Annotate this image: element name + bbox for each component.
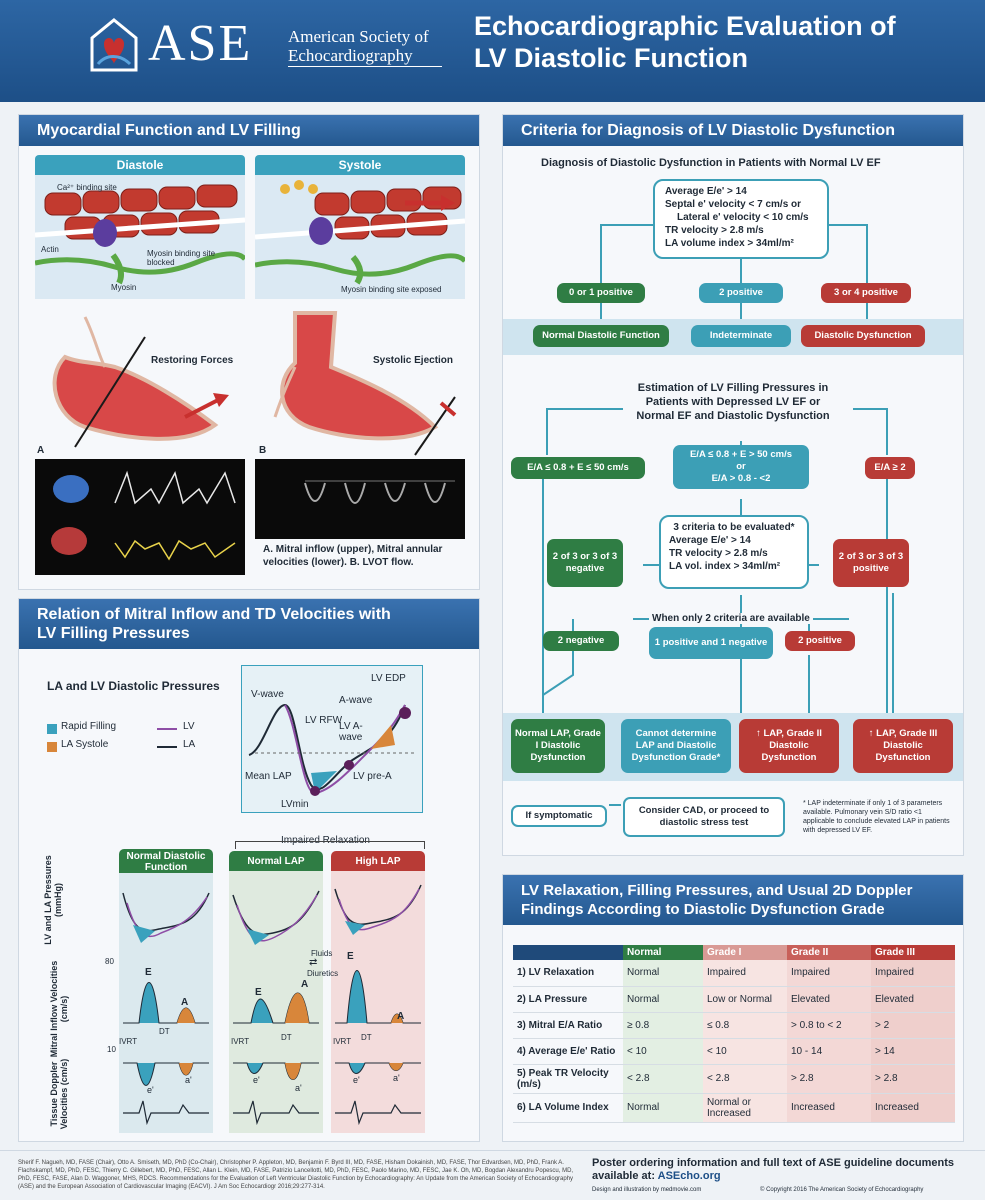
poster-title-line-1: Echocardiographic Evaluation of	[474, 11, 896, 41]
cell-grade3: > 2.8	[871, 1064, 955, 1093]
one-positive-one-negative: 1 positive and 1 negative	[649, 627, 773, 659]
fluids-arrow: ⇄	[309, 957, 318, 968]
outcome-grade-3: ↑ LAP, Grade III Diastolic Dysfunction	[853, 719, 953, 773]
criterion-2b: Lateral e' velocity < 10 cm/s	[677, 212, 809, 223]
panel-grades	[502, 874, 964, 1142]
myosin-blocked-label: Myosin binding site blocked	[147, 249, 216, 267]
row-label: 1) LV Relaxation	[513, 960, 623, 986]
y-axis-mitral: Mitral Inflow Velocities (cm/s)	[49, 960, 69, 1058]
a-prime-normal: a'	[185, 1075, 192, 1085]
panel-title-mitral-line-1: Relation of Mitral Inflow and TD Velocities with	[37, 606, 391, 623]
criteria-sub2	[613, 381, 853, 423]
cell-grade1: < 2.8	[703, 1064, 787, 1093]
a-label-normal: A	[181, 997, 189, 1008]
table-row	[513, 1064, 955, 1093]
footer-design-credit: Design and illustration by medmovie.com	[592, 1187, 702, 1193]
col-normallap-title: Normal LAP	[229, 851, 323, 871]
three-criteria-box	[659, 515, 809, 589]
cell-grade2: Elevated	[787, 986, 871, 1012]
normal-diastolic-function: Normal Diastolic Function	[533, 325, 669, 347]
panel-title-grades	[503, 875, 963, 925]
cell-grade3: Increased	[871, 1093, 955, 1122]
ea-mid-line-1: E/A ≤ 0.8 + E > 50 cm/s	[689, 449, 793, 460]
legend-lv-line	[157, 728, 177, 730]
grade-header-grade1: Grade I	[703, 945, 787, 960]
cell-grade2: Increased	[787, 1093, 871, 1122]
zero-or-one-positive: 0 or 1 positive	[557, 283, 645, 303]
ea-high-node: E/A ≥ 2	[865, 457, 915, 479]
wave-column-normal	[119, 873, 213, 1133]
org-line-2: Echocardiography	[288, 46, 413, 65]
tick-80: 80	[105, 957, 114, 966]
a-label-normallap: A	[301, 979, 309, 990]
poster-footer	[0, 1150, 985, 1200]
ase-logo-text: ASE	[148, 15, 253, 72]
col-normal-title: Normal Diastolic Function	[119, 849, 213, 873]
lv-awave-label: LV A-wave	[339, 721, 363, 743]
panel-title-grades-line-2: Findings According to Diastolic Dysfunction Grade	[521, 901, 885, 918]
cell-grade3: > 2	[871, 1012, 955, 1038]
ase-heart-logo-icon	[86, 14, 142, 76]
cell-grade1: ≤ 0.8	[703, 1012, 787, 1038]
ea-low-node: E/A ≤ 0.8 + E ≤ 50 cm/s	[511, 457, 645, 479]
doppler-image-a	[35, 459, 245, 575]
pressure-legend	[47, 721, 237, 759]
impaired-relaxation-label: Impaired Relaxation	[281, 835, 370, 846]
impaired-bracket	[235, 841, 425, 849]
myosin-label: Myosin	[111, 283, 137, 292]
dt-label: DT	[159, 1027, 170, 1036]
col-highlap-title: High LAP	[331, 851, 425, 871]
cell-grade1: Low or Normal	[703, 986, 787, 1012]
neg-two-of-three: 2 of 3 or 3 of 3 negative	[547, 539, 623, 587]
ivrt-label: IVRT	[119, 1037, 138, 1046]
row-label: 6) LA Volume Index	[513, 1093, 623, 1122]
three-or-four-positive: 3 or 4 positive	[821, 283, 911, 303]
cell-normal: < 2.8	[623, 1064, 703, 1093]
e-prime-normal: e'	[147, 1085, 154, 1095]
panel-myocardial-function	[18, 114, 480, 590]
ca-binding-site-label: Ca²⁺ binding site	[57, 183, 117, 192]
lvrfw-label: LV RFW	[305, 715, 343, 726]
criterion-2a: Septal e' velocity < 7 cm/s or	[665, 199, 802, 210]
cell-grade3: > 14	[871, 1038, 955, 1064]
row-label: 2) LA Pressure	[513, 986, 623, 1012]
systolic-ejection-label: Systolic Ejection	[373, 355, 454, 366]
cell-normal: ≥ 0.8	[623, 1012, 703, 1038]
cell-normal: Normal	[623, 1093, 703, 1122]
myosin-exposed-label: Myosin binding site exposed	[341, 285, 442, 294]
cell-grade2: > 2.8	[787, 1064, 871, 1093]
cell-grade2: 10 - 14	[787, 1038, 871, 1064]
lv-la-pressure-diagram	[241, 665, 423, 813]
footer-order-info	[592, 1157, 972, 1183]
two-negative: 2 negative	[543, 631, 619, 651]
consider-cad: Consider CAD, or proceed to diastolic stress test	[623, 797, 785, 837]
pressures-title: LA and LV Diastolic Pressures	[47, 679, 220, 693]
fluids-label: Fluids	[311, 949, 333, 958]
org-line-1: American Society of	[288, 27, 429, 46]
cell-grade1: < 10	[703, 1038, 787, 1064]
cell-grade3: Elevated	[871, 986, 955, 1012]
criteria-sub2-line-2: Patients with Depressed LV EF or	[645, 396, 821, 408]
panel-title-criteria: Criteria for Diagnosis of LV Diastolic Dysfunction	[503, 115, 963, 146]
row-label: 5) Peak TR Velocity (m/s)	[513, 1064, 623, 1093]
legend-lv: LV	[183, 721, 195, 732]
diastolic-dysfunction: Diastolic Dysfunction	[801, 325, 925, 347]
if-symptomatic: If symptomatic	[511, 805, 607, 827]
cell-grade1: Normal or Increased	[703, 1093, 787, 1122]
panel-title-myocardial: Myocardial Function and LV Filling	[19, 115, 479, 146]
cell-grade2: > 0.8 to < 2	[787, 1012, 871, 1038]
footer-order-line-2	[592, 1170, 972, 1183]
two-positive-b: 2 positive	[785, 631, 855, 651]
poster-title	[474, 10, 896, 74]
only-two-criteria: When only 2 criteria are available	[649, 613, 813, 624]
wave-column-highlap	[331, 873, 425, 1133]
outcome-grade-2: ↑ LAP, Grade II Diastolic Dysfunction	[739, 719, 839, 773]
y-axis-tissue: Tissue Doppler Velocities (cm/s)	[49, 1058, 69, 1130]
legend-rapid-swatch	[47, 724, 57, 734]
footer-order-line-1: Poster ordering information and full text of ASE guideline documents	[592, 1157, 955, 1169]
tab-systole: Systole	[255, 155, 465, 175]
grade-header-grade2: Grade II	[787, 945, 871, 960]
lvedp-label: LV EDP	[371, 673, 406, 684]
ivrt-label-3: IVRT	[333, 1037, 352, 1046]
criteria-sub2-line-3: Normal EF and Diastolic Dysfunction	[636, 410, 830, 422]
panel-title-mitral-line-2: LV Filling Pressures	[37, 625, 190, 642]
actin-label: Actin	[41, 245, 59, 254]
diuretics-label: Diuretics	[307, 969, 339, 978]
criterion-k3: LA vol. index > 34ml/m²	[669, 561, 781, 572]
table-row	[513, 1038, 955, 1064]
legend-lasys-swatch	[47, 742, 57, 752]
awave-label: A-wave	[339, 695, 373, 706]
footer-authors: Sherif F. Nagueh, MD, FASE (Chair), Otto A. Smiseth, MD, PhD (Co-Chair), Christopher P. Appleton, MD, Benjamin F. Byrd III, MD, FASE, Hisham Dokainish, MD, FASE, Thor Edvardsen, MD, PhD, Frank A. Flachskampf, MD, PhD, FESC, Thierry C. Gillebert, MD, PhD, FESC, Allan L. Klein, MD, FASE, Patrizio Lancellotti, MD, PhD, FESC, Paolo Marino, MD, FESC, Jae K. Oh, MD, Bogdan Alexandru Popescu, MD, PhD, FESC, FASE, Alan D. Waggoner, MHS, RDCS. Recommendations for the Evaluation of Left Ventricular Diastolic Function by Echocardiography: An Update from the American Society of Echocardiography (ASE) and the European Association of Cardiovascular Imaging (EACVI). J Am Soc Echocardiogr 2016;29:277-314.	[18, 1160, 574, 1190]
e-prime-highlap: e'	[353, 1075, 360, 1085]
criterion-4: LA volume index > 34ml/m²	[665, 238, 794, 249]
doppler-caption-line-1: A. Mitral inflow (upper), Mitral annular	[263, 544, 443, 555]
panel-mitral-inflow	[18, 598, 480, 1142]
criterion-k1: Average E/e' > 14	[669, 535, 751, 546]
ea-mid-node	[673, 445, 809, 489]
outcome-grade-1: Normal LAP, Grade I Diastolic Dysfunction	[511, 719, 605, 773]
legend-la-systole: LA Systole	[61, 739, 109, 750]
cell-normal: Normal	[623, 960, 703, 986]
wave-column-normallap	[229, 873, 323, 1133]
panel-criteria	[502, 114, 964, 856]
grade-header-empty	[513, 945, 623, 960]
e-label-normal: E	[145, 967, 152, 978]
cell-normal: Normal	[623, 986, 703, 1012]
grade-table	[513, 945, 955, 1123]
e-label-highlap: E	[347, 951, 354, 962]
legend-rapid-filling: Rapid Filling	[61, 721, 117, 732]
ea-mid-or: or	[736, 461, 746, 472]
panel-title-mitral	[19, 599, 479, 649]
y-axis-pressures: LV and LA Pressures (mmHg)	[43, 855, 63, 945]
grade-header-normal: Normal	[623, 945, 703, 960]
three-criteria-title: 3 criteria to be evaluated*	[673, 522, 795, 533]
indeterminate: Indeterminate	[691, 325, 791, 347]
mean-lap-label: Mean LAP	[245, 771, 292, 782]
grade-table-header	[513, 945, 955, 960]
lv-pre-a-label: LV pre-A	[353, 771, 392, 782]
table-row	[513, 960, 955, 986]
figure-label-b: B	[259, 445, 267, 456]
lvmin-label: LVmin	[281, 799, 309, 810]
panel-title-grades-line-1: LV Relaxation, Filling Pressures, and Usual 2D Doppler	[521, 882, 913, 899]
a-prime-normallap: a'	[295, 1083, 302, 1093]
table-row	[513, 1093, 955, 1122]
tab-diastole: Diastole	[35, 155, 245, 175]
legend-la-line	[157, 746, 177, 748]
criterion-k2: TR velocity > 2.8 m/s	[669, 548, 768, 559]
legend-la: LA	[183, 739, 196, 750]
ea-mid-line-2: E/A > 0.8 - <2	[711, 473, 771, 484]
dt-label-2: DT	[281, 1033, 292, 1042]
table-row	[513, 1012, 955, 1038]
doppler-caption-line-2: velocities (lower). B. LVOT flow.	[263, 557, 414, 568]
cell-normal: < 10	[623, 1038, 703, 1064]
sarcomere-systole-illustration	[255, 175, 465, 299]
cell-grade3: Impaired	[871, 960, 955, 986]
row-label: 3) Mitral E/A Ratio	[513, 1012, 623, 1038]
restoring-forces-label: Restoring Forces	[151, 355, 234, 366]
ase-website-link[interactable]: ASEcho.org	[657, 1170, 721, 1182]
e-prime-normallap: e'	[253, 1075, 260, 1085]
footer-order-prefix: available at:	[592, 1170, 658, 1182]
tick-10: 10	[107, 1045, 116, 1054]
sarcomere-diastole-illustration	[35, 175, 245, 299]
ivrt-label-2: IVRT	[231, 1037, 250, 1046]
org-name	[288, 27, 429, 65]
pos-two-of-three: 2 of 3 or 3 of 3 positive	[833, 539, 909, 587]
doppler-caption	[263, 543, 442, 569]
logo-underline	[288, 66, 442, 67]
figure-label-a: A	[37, 445, 45, 456]
dt-label-3: DT	[361, 1033, 372, 1042]
footer-copyright: © Copyright 2016 The American Society of Echocardiography	[760, 1187, 924, 1193]
poster-title-line-2: LV Diastolic Function	[474, 43, 749, 73]
a-prime-highlap: a'	[393, 1073, 400, 1083]
criteria-sub2-line-1: Estimation of LV Filling Pressures in	[637, 382, 829, 394]
grade-header-grade3: Grade III	[871, 945, 955, 960]
criterion-3: TR velocity > 2.8 m/s	[665, 225, 764, 236]
a-label-highlap: A	[397, 1011, 405, 1022]
two-positive: 2 positive	[699, 283, 783, 303]
doppler-image-b	[255, 459, 465, 539]
cell-grade1: Impaired	[703, 960, 787, 986]
outcome-cannot-determine: Cannot determine LAP and Diastolic Dysfunction Grade*	[621, 719, 731, 773]
criteria-sub1: Diagnosis of Diastolic Dysfunction in Patients with Normal LV EF	[541, 157, 881, 169]
criterion-1: Average E/e' > 14	[665, 186, 747, 197]
criteria-footnote: * LAP indeterminate if only 1 of 3 parameters available. Pulmonary vein S/D ratio <1 applicable to conclude elevated LAP in patients with depressed LV EF.	[803, 800, 950, 834]
poster-header	[0, 0, 985, 102]
heart-diastole-illustration	[35, 307, 245, 457]
e-label-normallap: E	[255, 987, 262, 998]
row-label: 4) Average E/e' Ratio	[513, 1038, 623, 1064]
table-row	[513, 986, 955, 1012]
vwave-label: V-wave	[251, 689, 284, 700]
heart-systole-illustration	[255, 307, 465, 457]
cell-grade2: Impaired	[787, 960, 871, 986]
